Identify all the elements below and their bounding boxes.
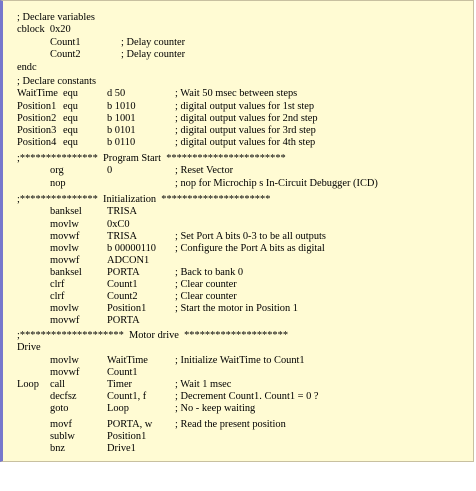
instruction: equ [63, 137, 79, 148]
code-line [3, 101, 315, 113]
directive-text: endc [17, 62, 37, 73]
directive-text: cblock 0x20 [17, 24, 71, 35]
operand: Position1 [107, 431, 147, 442]
operand: Count1 [107, 367, 138, 378]
code-line [3, 379, 232, 391]
constant-name: Position1 [17, 101, 57, 112]
comment-text: ; Read the present position [175, 419, 286, 430]
section-header [3, 153, 286, 165]
instruction: movlw [50, 355, 79, 366]
operand: Timer [107, 379, 133, 390]
section-header [3, 330, 289, 342]
code-line [3, 37, 186, 49]
comment-text: ; Decrement Count1. Count1 = 0 ? [175, 391, 319, 402]
code-line [3, 49, 186, 61]
variable-name: Count2 [50, 49, 81, 60]
operand: PORTA [107, 315, 140, 326]
instruction: banksel [50, 206, 82, 217]
code-line [3, 165, 234, 177]
instruction: clrf [50, 279, 65, 290]
code-line [3, 243, 325, 255]
instruction: movwf [50, 255, 80, 266]
operand: 0 [107, 165, 113, 176]
label-text: Loop [17, 379, 39, 390]
comment-text: ; nop for Microchip s In-Circuit Debugger (ICD) [175, 178, 378, 189]
code-line [3, 178, 378, 190]
operand: PORTA [107, 267, 140, 278]
instruction: call [50, 379, 65, 390]
operand: PORTA, w [107, 419, 153, 430]
instruction: movlw [50, 219, 79, 230]
instruction: clrf [50, 291, 65, 302]
operand: ADCON1 [107, 255, 150, 266]
operand: b 1010 [107, 101, 136, 112]
code-line [3, 206, 138, 218]
code-line [3, 125, 316, 137]
comment-text: ; Reset Vector [175, 165, 234, 176]
comment-text: ; Wait 50 msec between steps [175, 88, 298, 99]
comment-text: ; digital output values for 1st step [175, 101, 315, 112]
code-line [3, 355, 305, 367]
operand: Drive1 [107, 443, 136, 454]
operand: TRISA [107, 231, 138, 242]
code-line [3, 391, 319, 403]
comment-text: ; No - keep waiting [175, 403, 256, 414]
operand: Count1 [107, 279, 138, 290]
instruction: equ [63, 88, 79, 99]
code-line [3, 12, 95, 24]
code-line [3, 315, 140, 327]
comment-text: ; Configure the Port A bits as digital [175, 243, 325, 254]
code-line [3, 113, 318, 125]
comment-text: ; Clear counter [175, 291, 237, 302]
code-line [3, 137, 316, 149]
code-line [3, 419, 286, 431]
code-line [3, 88, 298, 100]
comment-text: ; Back to bank 0 [175, 267, 244, 278]
constant-name: Position4 [17, 137, 57, 148]
code-line [3, 342, 41, 354]
section-header-text: ;*************** Program Start *********************** [17, 153, 286, 164]
instruction: movlw [50, 243, 79, 254]
comment-text: ; digital output values for 4th step [175, 137, 316, 148]
comment-text: ; digital output values for 2nd step [175, 113, 318, 124]
instruction: nop [50, 178, 66, 189]
instruction: movwf [50, 231, 80, 242]
instruction: goto [50, 403, 69, 414]
comment-text: ; Start the motor in Position 1 [175, 303, 298, 314]
instruction: equ [63, 113, 79, 124]
operand: Position1 [107, 303, 147, 314]
operand: WaitTime [107, 355, 148, 366]
code-line [3, 255, 150, 267]
code-line [3, 62, 37, 74]
code-line [3, 403, 256, 415]
comment-text: ; Delay counter [121, 37, 186, 48]
instruction: bnz [50, 443, 66, 454]
comment-text: ; digital output values for 3rd step [175, 125, 316, 136]
comment-text: ; Set Port A bits 0-3 to be all outputs [175, 231, 326, 242]
variable-name: Count1 [50, 37, 81, 48]
code-line [3, 303, 298, 315]
code-line [3, 291, 237, 303]
section-header [3, 194, 271, 206]
instruction: movwf [50, 315, 80, 326]
code-line [3, 24, 71, 36]
constant-name: Position3 [17, 125, 57, 136]
code-line [3, 431, 147, 443]
operand: b 0101 [107, 125, 136, 136]
comment-text: ; Delay counter [121, 49, 186, 60]
code-line [3, 231, 326, 243]
operand: Count2 [107, 291, 138, 302]
operand: Loop [107, 403, 129, 414]
operand: Count1, f [107, 391, 147, 402]
comment-text: ; Declare constants [17, 76, 97, 87]
instruction: decfsz [50, 391, 77, 402]
instruction: banksel [50, 267, 82, 278]
instruction: movf [50, 419, 72, 430]
instruction: movwf [50, 367, 80, 378]
instruction: movlw [50, 303, 79, 314]
operand: b 0110 [107, 137, 136, 148]
section-header-text: ;*************** Initialization ********************* [17, 194, 271, 205]
operand: 0xC0 [107, 219, 130, 230]
operand: b 00000110 [107, 243, 156, 254]
code-line [3, 76, 97, 88]
instruction: equ [63, 101, 79, 112]
code-line [3, 367, 138, 379]
label-text: Drive [17, 342, 41, 353]
code-line [3, 219, 130, 231]
constant-name: WaitTime [17, 88, 58, 99]
instruction: sublw [50, 431, 75, 442]
comment-text: ; Declare variables [17, 12, 95, 23]
code-line [3, 443, 136, 455]
section-header-text: ;******************** Motor drive ******************** [17, 330, 289, 341]
comment-text: ; Initialize WaitTime to Count1 [175, 355, 305, 366]
comment-text: ; Wait 1 msec [175, 379, 232, 390]
operand: b 1001 [107, 113, 136, 124]
comment-text: ; Clear counter [175, 279, 237, 290]
operand: d 50 [107, 88, 126, 99]
code-line [3, 267, 244, 279]
instruction: org [50, 165, 64, 176]
instruction: equ [63, 125, 79, 136]
code-line [3, 279, 237, 291]
constant-name: Position2 [17, 113, 57, 124]
operand: TRISA [107, 206, 138, 217]
